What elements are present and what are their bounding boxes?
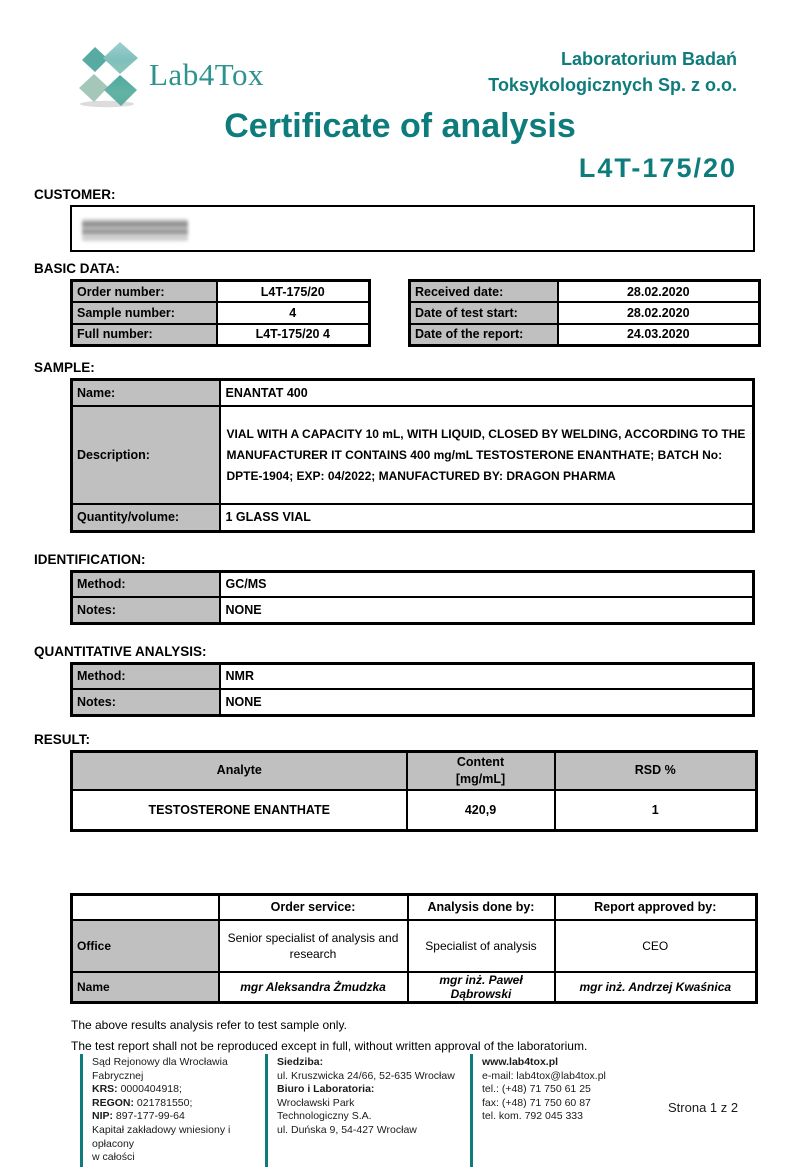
footer-line: ul. Kruszwicka 24/66, 52-635 Wrocław [277, 1069, 455, 1082]
footer-mobile: tel. kom. 792 045 333 [482, 1110, 583, 1123]
empty-cell [72, 895, 219, 920]
result-table [70, 750, 758, 833]
page-header [0, 0, 800, 104]
table-row [72, 597, 754, 623]
sample-section-label: SAMPLE: [34, 359, 95, 375]
table-row [72, 504, 754, 531]
analyte-value: TESTOSTERONE ENANTHATE [72, 790, 407, 831]
row-label: Received date: [410, 281, 558, 303]
row-label: Order number: [72, 281, 217, 303]
row-label: Sample number: [72, 302, 217, 324]
column-header-content [407, 751, 555, 790]
row-value: NONE [220, 597, 754, 623]
document-title: Certificate of analysis [224, 107, 576, 145]
footer-value: 021781550; [136, 1096, 193, 1109]
row-label: Quantity/volume: [72, 504, 220, 531]
footer-line: w całości [92, 1151, 135, 1164]
table-row [410, 324, 760, 346]
brand-name: Lab4Tox [149, 57, 264, 92]
quantitative-table [70, 662, 755, 717]
row-label: Description: [72, 406, 220, 504]
footer-address-column [265, 1054, 470, 1167]
page-number: Strona 1 z 2 [668, 1100, 739, 1115]
table-row [410, 281, 760, 303]
row-label: Name: [72, 379, 220, 406]
office-order-service: Senior specialist of analysis and research [219, 920, 408, 972]
name-approved: mgr inż. Andrzej Kwaśnica [555, 972, 757, 1003]
footer-phone: tel.: (+48) 71 750 61 25 [482, 1083, 591, 1096]
row-label: Date of test start: [410, 302, 558, 324]
result-section-label: RESULT: [34, 731, 90, 747]
report-number: L4T-175/20 [578, 153, 737, 183]
row-label: Date of the report: [410, 324, 558, 346]
row-value: 28.02.2020 [558, 281, 760, 303]
footer-line: ul. Duńska 9, 54-427 Wrocław [277, 1123, 417, 1136]
row-label: Full number: [72, 324, 217, 346]
office-analysis: Specialist of analysis [408, 920, 555, 972]
table-row [72, 571, 754, 597]
row-label: Method: [72, 663, 220, 689]
page-footer [80, 1054, 640, 1167]
identification-table [70, 570, 755, 625]
customer-box [70, 205, 755, 252]
row-label: Method: [72, 571, 220, 597]
footer-value: 897-177-99-64 [115, 1110, 185, 1123]
name-order-service: mgr Aleksandra Żmudzka [219, 972, 408, 1003]
office-row [72, 920, 757, 972]
footer-label: REGON: [92, 1096, 134, 1109]
footer-line: Kapitał zakładowy wniesiony i opłacony [92, 1123, 231, 1150]
table-row [72, 406, 754, 504]
row-label: Office [72, 920, 219, 972]
table-row [72, 281, 370, 303]
row-value: GC/MS [220, 571, 754, 597]
footer-label: KRS: [92, 1083, 118, 1096]
footer-line [92, 1083, 265, 1097]
footer-registry-column [80, 1054, 265, 1167]
signatures-header-row [72, 895, 757, 920]
office-approved: CEO [555, 920, 757, 972]
column-header-report-approved-by: Report approved by: [555, 895, 757, 920]
basic-data-right-table [408, 279, 761, 347]
footer-line: Sąd Rejonowy dla Wrocławia Fabrycznej [92, 1056, 228, 1082]
row-label: Notes: [72, 597, 220, 623]
row-label: Name [72, 972, 219, 1003]
row-value: VIAL WITH A CAPACITY 10 mL, WITH LIQUID, CLOSED BY WELDING, ACCORDING TO THE MANUFACTURER IT CONTAINS 400 mg/mL TESTOSTERONE ENANTHATE; BATCH No: DPTE-1904; EXP: 04/2022; MANUFACTURED BY: DRAGON PHARMA [220, 406, 754, 504]
basic-data-tables [70, 279, 800, 347]
table-row [72, 379, 754, 406]
column-header-content-line: [mg/mL] [455, 771, 506, 786]
table-row [72, 663, 754, 689]
redacted-customer-info [82, 219, 188, 241]
quantitative-section-label: QUANTITATIVE ANALYSIS: [34, 643, 207, 659]
footer-line [92, 1097, 265, 1111]
basic-data-left-table [70, 279, 371, 347]
content-value: 420,9 [407, 790, 555, 831]
footer-line [92, 1110, 265, 1124]
footer-line: Technologiczny S.A. [277, 1110, 372, 1123]
footer-fax: fax: (+48) 71 750 60 87 [482, 1096, 591, 1109]
footer-heading: Siedziba: [277, 1056, 324, 1068]
spacer [371, 279, 408, 347]
table-row [410, 302, 760, 324]
footer-website: www.lab4tox.pl [482, 1056, 559, 1068]
column-header-order-service: Order service: [219, 895, 408, 920]
footer-email: e-mail: lab4tox@lab4tox.pl [482, 1069, 606, 1082]
identification-section-label: IDENTIFICATION: [34, 551, 146, 567]
row-value: L4T-175/20 [217, 281, 370, 303]
name-analysis: mgr inż. Paweł Dąbrowski [408, 972, 555, 1003]
disclaimer-line: The test report shall not be reproduced except in full, without written approval of the laboratorium. [71, 1038, 588, 1053]
row-value: NMR [220, 663, 754, 689]
row-value: ENANTAT 400 [220, 379, 754, 406]
row-label: Notes: [72, 689, 220, 715]
rsd-value: 1 [555, 790, 757, 831]
lab4tox-logo [75, 42, 264, 108]
footer-contact-column [470, 1054, 640, 1167]
row-value: 4 [217, 302, 370, 324]
footer-label: NIP: [92, 1110, 113, 1123]
footer-heading: Biuro i Laboratoria: [277, 1083, 375, 1096]
row-value: 28.02.2020 [558, 302, 760, 324]
company-line: Laboratorium Badań [560, 49, 737, 69]
row-value: 24.03.2020 [558, 324, 760, 346]
column-header-content-line: Content [456, 754, 505, 769]
row-value: L4T-175/20 4 [217, 324, 370, 346]
table-row [72, 324, 370, 346]
customer-section-label: CUSTOMER: [34, 187, 116, 202]
result-header-row [72, 751, 757, 790]
basic-data-section-label: BASIC DATA: [34, 261, 120, 276]
column-header-analysis-done-by: Analysis done by: [408, 895, 555, 920]
company-name [488, 46, 737, 98]
footer-value: 0000404918; [120, 1083, 182, 1096]
name-row [72, 972, 757, 1003]
signatures-table [70, 893, 758, 1004]
lab4tox-logo-icon [75, 42, 145, 108]
row-value: NONE [220, 689, 754, 715]
footer-line: Wrocławski Park [277, 1096, 355, 1109]
table-row [72, 302, 370, 324]
disclaimer-line: The above results analysis refer to test sample only. [71, 1017, 347, 1032]
sample-table [70, 378, 755, 533]
column-header-analyte: Analyte [72, 751, 407, 790]
company-line: Toksykologicznych Sp. z o.o. [488, 75, 737, 95]
column-header-rsd: RSD % [555, 751, 757, 790]
result-data-row [72, 790, 757, 831]
row-value: 1 GLASS VIAL [220, 504, 754, 531]
disclaimer-notes [71, 1015, 800, 1057]
table-row [72, 689, 754, 715]
